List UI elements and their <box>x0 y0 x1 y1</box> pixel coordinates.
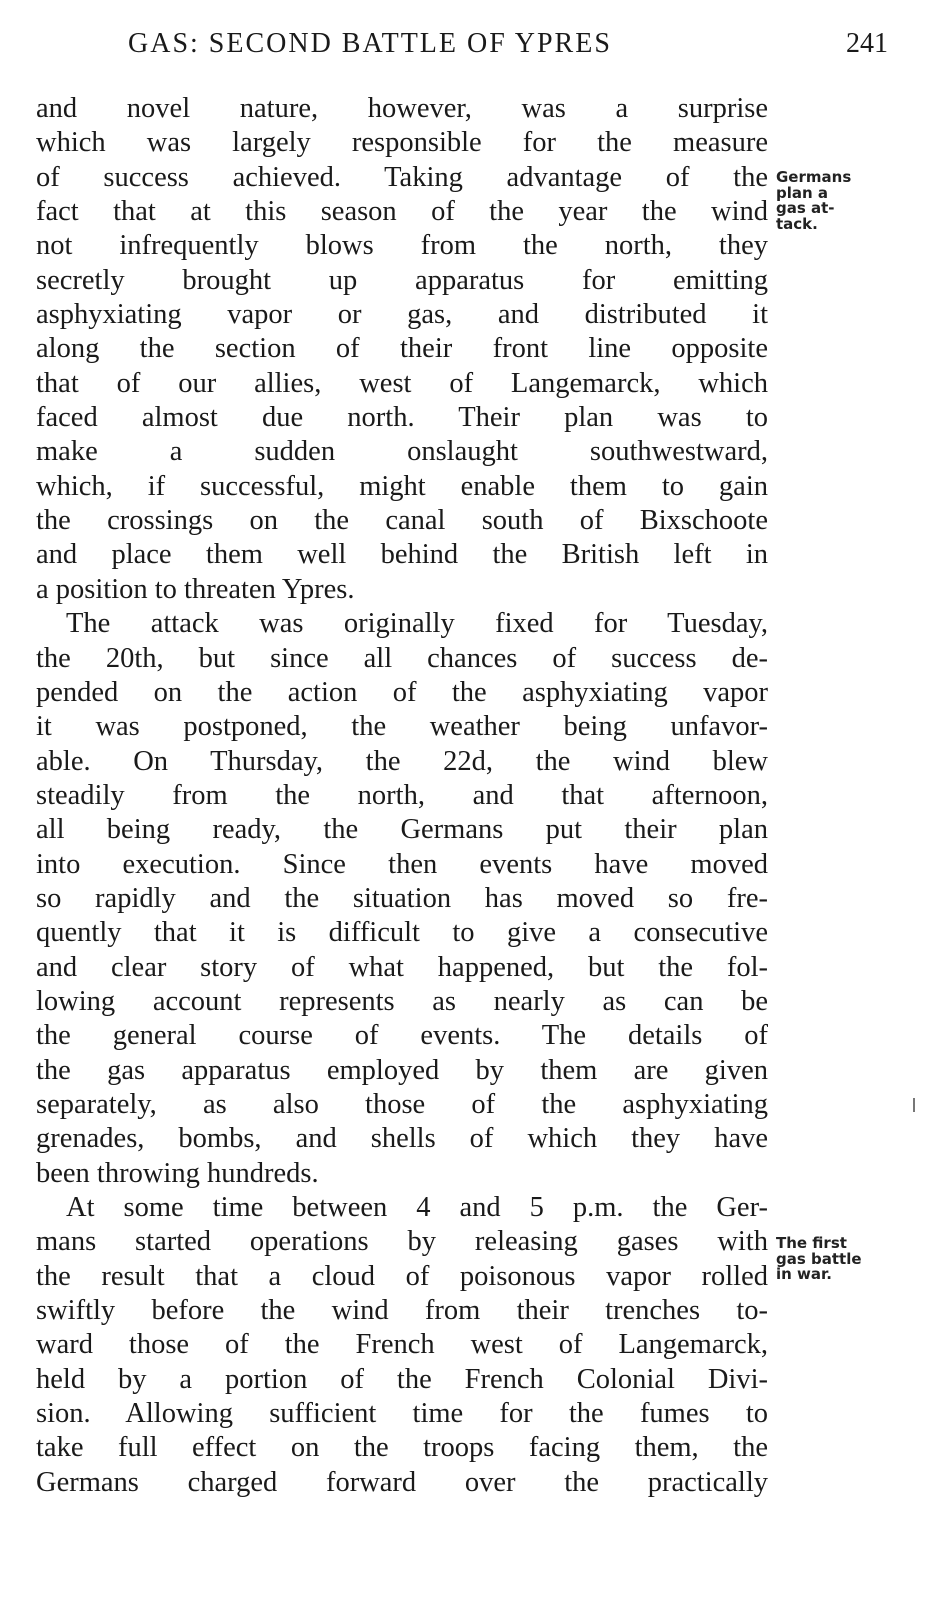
text-line: along the section of their front line opposite <box>36 333 768 365</box>
text-line: The attack was originally fixed for Tuesday, <box>66 608 768 640</box>
text-line: held by a portion of the French Colonial Divi- <box>36 1363 768 1395</box>
marginal-note-line: tack. <box>776 214 818 233</box>
scan-mark <box>913 1098 915 1112</box>
text-line: pended on the action of the asphyxiating vapor <box>36 676 768 708</box>
text-line: grenades, bombs, and shells of which they have <box>36 1123 768 1155</box>
text-line: swiftly before the wind from their trenches to- <box>36 1295 768 1327</box>
marginal-note-line: The first <box>776 1234 847 1252</box>
text-line: Germans charged forward over the practically <box>36 1466 768 1498</box>
text-line: At some time between 4 and 5 p.m. the Ger- <box>66 1192 768 1223</box>
text-line: faced almost due north. Their plan was to <box>36 402 768 434</box>
marginal-note-line: in war. <box>776 1265 832 1283</box>
marginal-note <box>776 1236 862 1283</box>
text-line: not infrequently blows from the north, they <box>36 230 768 262</box>
text-line: which, if successful, might enable them to gain <box>36 470 768 502</box>
text-line: which was largely responsible for the measure <box>36 127 768 159</box>
text-line: the result that a cloud of poisonous vapor rolled <box>36 1260 768 1292</box>
text-line: the 20th, but since all chances of success de- <box>36 642 768 674</box>
text-line: make a sudden onslaught southwestward, <box>36 436 768 468</box>
text-line: mans started operations by releasing gases with <box>36 1226 768 1258</box>
text-line: into execution. Since then events have moved <box>36 848 768 880</box>
text-line: secretly brought up apparatus for emitting <box>36 264 768 296</box>
running-title: GAS: SECOND BATTLE OF YPRES <box>128 28 612 59</box>
text-line: all being ready, the Germans put their plan <box>36 814 768 846</box>
text-line: lowing account represents as nearly as can be <box>36 985 768 1017</box>
marginal-note-line: Germans <box>776 168 852 186</box>
text-line: ward those of the French west of Langemarck, <box>36 1329 768 1361</box>
marginal-note <box>776 170 851 232</box>
text-line: asphyxiating vapor or gas, and distributed it <box>36 299 768 331</box>
text-line: steadily from the north, and that afternoon, <box>36 779 768 811</box>
paragraph <box>36 92 768 607</box>
marginal-note-line: gas battle <box>776 1249 862 1268</box>
text-line: the crossings on the canal south of Bixschoote <box>36 505 768 537</box>
body-text <box>36 92 768 1500</box>
text-line: it was postponed, the weather being unfavor- <box>36 711 768 743</box>
page-number: 241 <box>846 28 888 59</box>
text-line: separately, as also those of the asphyxiating <box>36 1088 768 1120</box>
text-line: of success achieved. Taking advantage of the <box>36 161 768 193</box>
text-line: that of our allies, west of Langemarck, which <box>36 367 768 399</box>
text-line: and place them well behind the British left in <box>36 539 768 571</box>
text-line: fact that at this season of the year the wind <box>36 196 768 228</box>
marginal-note-line: gas at- <box>776 199 835 217</box>
marginal-note-line: plan a <box>776 183 829 202</box>
paragraph <box>36 607 768 1191</box>
text-line: been throwing hundreds. <box>36 1157 319 1189</box>
running-header <box>0 28 950 68</box>
text-line: sion. Allowing sufficient time for the fumes to <box>36 1398 768 1430</box>
text-line: a position to threaten Ypres. <box>36 573 355 605</box>
text-line: and clear story of what happened, but the fol- <box>36 951 768 983</box>
text-line: the general course of events. The details of <box>36 1020 768 1052</box>
text-line: quently that it is difficult to give a consecutive <box>36 917 768 949</box>
text-line: take full effect on the troops facing them, the <box>36 1432 768 1464</box>
text-line: the gas apparatus employed by them are given <box>36 1054 768 1086</box>
text-line: able. On Thursday, the 22d, the wind blew <box>36 745 768 777</box>
paragraph <box>36 1191 768 1500</box>
text-line: so rapidly and the situation has moved so fre- <box>36 882 768 914</box>
text-line: and novel nature, however, was a surprise <box>36 93 768 124</box>
